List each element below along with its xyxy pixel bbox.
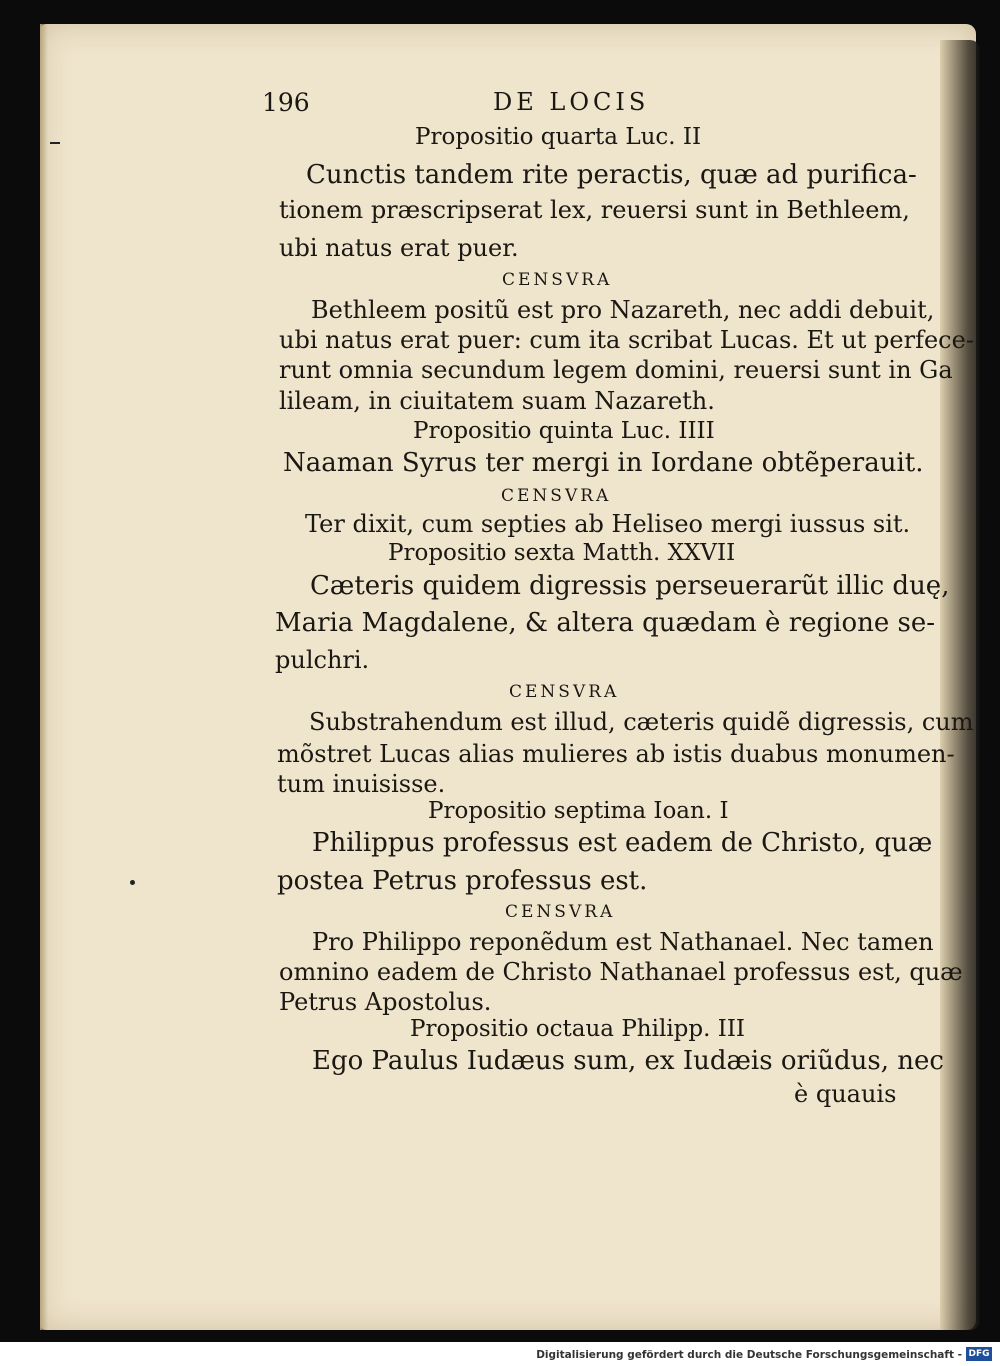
proposition-heading: Propositio quarta Luc. II <box>415 124 702 150</box>
text-line: Cunctis tandem rite peractis, quæ ad purifica- <box>306 160 917 190</box>
text-line: postea Petrus professus est. <box>277 866 648 896</box>
text-line: ubi natus erat puer: cum ita scribat Lucas. Et ut perfece- <box>279 326 974 354</box>
dfg-logo: DFG <box>966 1347 992 1361</box>
text-line: Naaman Syrus ter mergi in Iordane obtẽperauit. <box>283 448 924 478</box>
proposition-heading: Propositio sexta Matth. XXVII <box>388 540 736 566</box>
footer-credit: Digitalisierung gefördert durch die Deutsche Forschungsgemeinschaft - <box>536 1349 962 1361</box>
text-line: tionem præscripserat lex, reuersi sunt in Bethleem, <box>279 196 910 224</box>
margin-tick <box>50 142 60 144</box>
censura-heading: CENSVRA <box>505 902 616 922</box>
text-line: pulchri. <box>275 646 370 674</box>
proposition-heading: Propositio octaua Philipp. III <box>410 1016 746 1042</box>
proposition-heading: Propositio septima Ioan. I <box>428 798 729 824</box>
text-line: Ter dixit, cum septies ab Heliseo mergi iussus sit. <box>305 510 911 538</box>
text-line: tum inuisisse. <box>277 770 446 798</box>
catchword: è quauis <box>794 1080 897 1108</box>
censura-heading: CENSVRA <box>501 486 612 506</box>
text-line: runt omnia secundum legem domini, reuersi sunt in Ga <box>279 356 953 384</box>
text-line: Cæteris quidem digressis perseuerarũt illic duę, <box>310 571 950 601</box>
text-line: ubi natus erat puer. <box>279 234 519 262</box>
running-head: DE LOCIS <box>493 88 650 116</box>
text-line: Bethleem positũ est pro Nazareth, nec addi debuit, <box>311 296 935 324</box>
text-line: Maria Magdalene, & altera quædam è regione se- <box>275 608 936 638</box>
text-line: mõstret Lucas alias mulieres ab istis duabus monumen- <box>277 740 955 768</box>
text-line: Pro Philippo reponẽdum est Nathanael. Nec tamen <box>312 928 934 956</box>
text-line: lileam, in ciuitatem suam Nazareth. <box>279 387 715 415</box>
margin-dot <box>130 880 135 885</box>
censura-heading: CENSVRA <box>502 270 613 290</box>
page-number: 196 <box>262 88 310 117</box>
proposition-heading: Propositio quinta Luc. IIII <box>413 418 715 444</box>
text-line: Philippus professus est eadem de Christo, quæ <box>312 828 933 858</box>
text-line: omnino eadem de Christo Nathanael professus est, quæ <box>279 958 963 986</box>
text-line: Substrahendum est illud, cæteris quidẽ digressis, cum <box>309 708 974 736</box>
text-line: Petrus Apostolus. <box>279 988 492 1016</box>
censura-heading: CENSVRA <box>509 682 620 702</box>
text-line: Ego Paulus Iudæus sum, ex Iudæis oriũdus, nec <box>312 1046 944 1076</box>
